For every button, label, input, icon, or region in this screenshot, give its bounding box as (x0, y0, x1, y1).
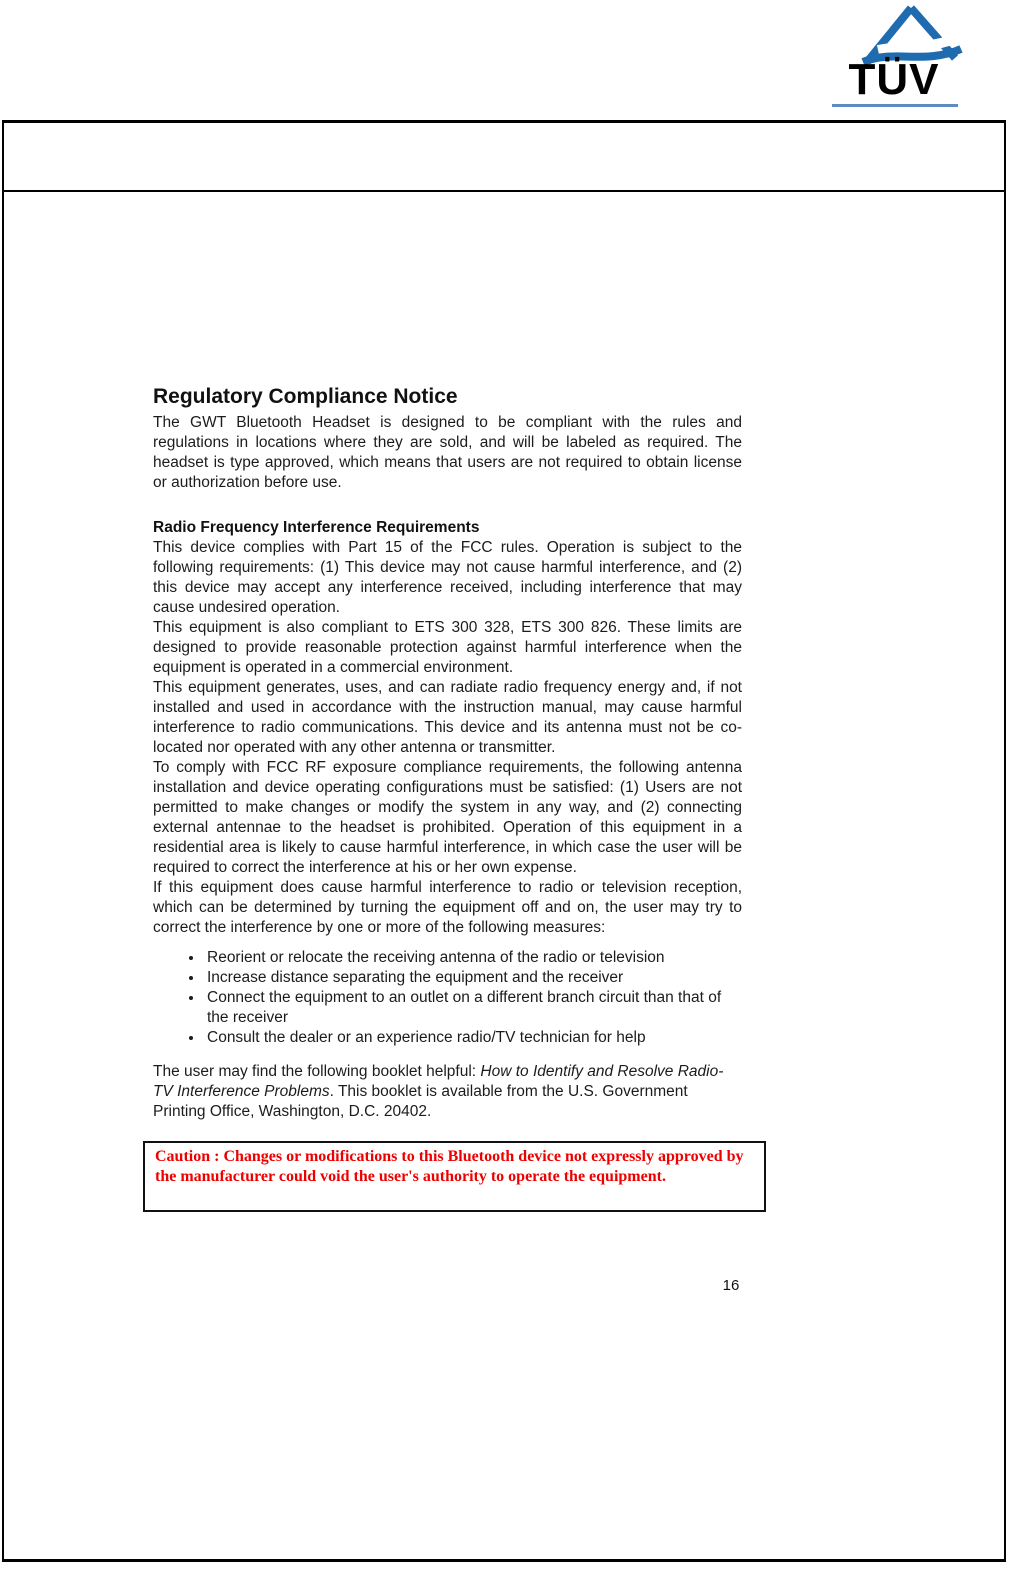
list-item: • Reorient or relocate the receiving antenna of the radio or television (204, 948, 742, 968)
list-item: • Connect the equipment to an outlet on a different branch circuit than that of the receiver (204, 988, 742, 1028)
rfi-paragraph: If this equipment does cause harmful interference to radio or television reception, which can be determined by turning the equipment off and on, the user may try to correct the interference by one or more of the following measures: (153, 879, 742, 936)
tuv-logo-text: TÜV (848, 55, 940, 104)
page-number: 16 (722, 1277, 740, 1294)
header-divider-line (4, 190, 1004, 192)
rfi-paragraph: This device complies with Part 15 of the FCC rules. Operation is subject to the following requirements: (1) This device may not cause harmful interference, and (2) this device may accept any interference received, including interference that may cause undesired operation. (153, 539, 742, 616)
rfi-heading: Radio Frequency Interference Requirements (153, 519, 480, 536)
list-item: • Increase distance separating the equipment and the receiver (204, 968, 742, 988)
caution-box (143, 1141, 766, 1212)
rfi-paragraph: To comply with FCC RF exposure compliance requirements, the following antenna installation and device operating configurations must be satisfied: (1) Users are not permitted to make changes or modify the system in any way, and (2) connecting external antennae to the headset is prohibited. Operation of this equipment in a residential area is likely to cause harmful interference, in which case the user will be required to correct the interference at his or her own expense. (153, 759, 742, 876)
interference-measures-list (153, 948, 742, 1048)
booklet-title-italic: How to Identify and Resolve Radio-TV Interference Problems (153, 1063, 724, 1100)
caution-text: Caution : Changes or modifications to this Bluetooth device not expressly approved by the manufacturer could void the user's authority to operate the equipment. (155, 1148, 744, 1185)
booklet-text: The user may find the following booklet helpful: (153, 1063, 481, 1080)
intro-paragraph: The GWT Bluetooth Headset is designed to be compliant with the rules and regulations in locations where they are sold, and will be labeled as required. The headset is type approved, which means that users are not required to obtain license or authorization before use. (153, 414, 742, 491)
document-body (153, 385, 742, 1122)
rfi-paragraph: This equipment is also compliant to ETS 300 328, ETS 300 826. These limits are designed to provide reasonable protection against harmful interference when the equipment is operated in a commercial environment. (153, 619, 742, 676)
booklet-text: . This booklet is available from the U.S. Government Printing Office, Washington, D.C. 20402. (153, 1083, 688, 1120)
tuv-logo-underline (832, 104, 958, 107)
list-item: • Consult the dealer or an experience radio/TV technician for help (204, 1028, 742, 1048)
rfi-paragraph: This equipment generates, uses, and can radiate radio frequency energy and, if not installed and used in accordance with the instruction manual, may cause harmful interference to radio communications. This device and its antenna must not be co-located nor operated with any other antenna or transmitter. (153, 679, 742, 756)
booklet-paragraph (153, 1062, 742, 1122)
page-title: Regulatory Compliance Notice (153, 385, 458, 408)
